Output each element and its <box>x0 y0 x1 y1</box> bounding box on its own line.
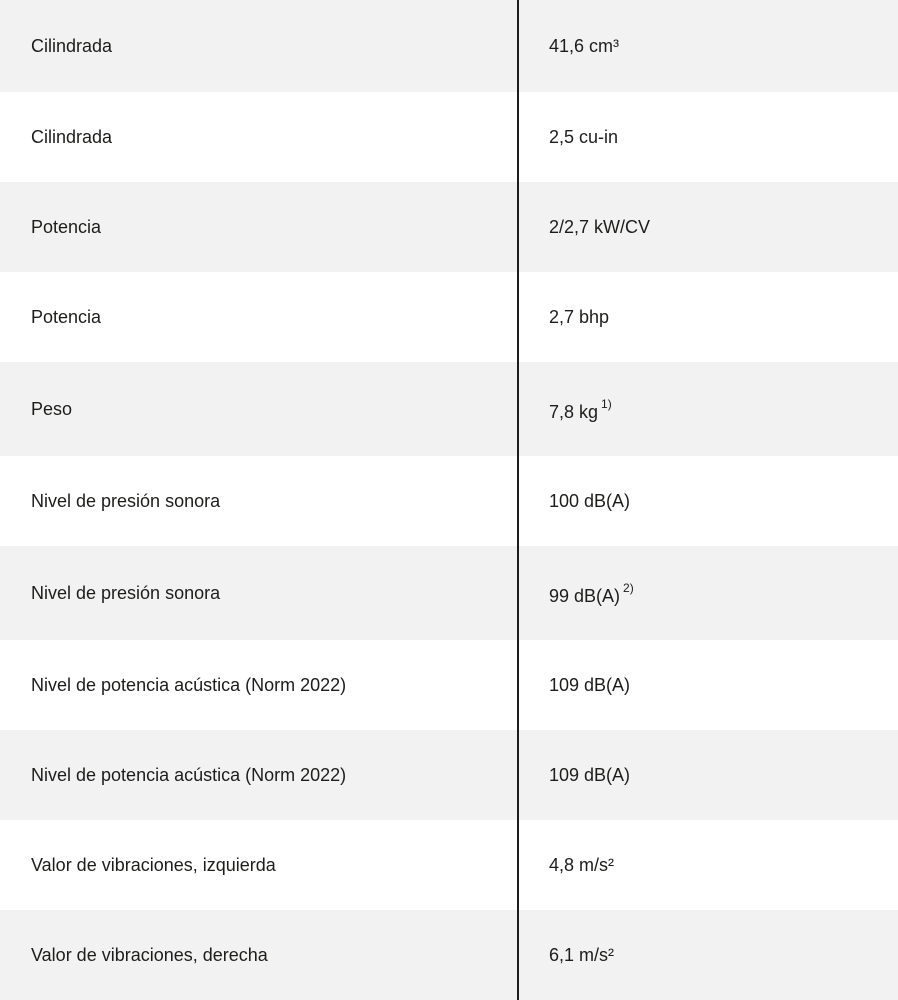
spec-label: Potencia <box>31 217 102 237</box>
spec-value-text: 99 dB(A) <box>549 585 621 606</box>
spec-value <box>518 396 612 423</box>
spec-value-text: 2,5 cu-in <box>549 127 619 147</box>
spec-value <box>518 674 630 696</box>
spec-value-text: 6,1 m/s² <box>549 945 615 965</box>
spec-value <box>518 854 614 876</box>
spec-value <box>518 35 619 57</box>
spec-label: Valor de vibraciones, izquierda <box>31 855 276 875</box>
spec-value-text: 109 dB(A) <box>549 765 631 785</box>
spec-label: Valor de vibraciones, derecha <box>31 945 268 965</box>
spec-value <box>518 306 609 328</box>
footnote-marker: 1) <box>601 396 612 411</box>
spec-label: Peso <box>31 399 73 419</box>
spec-value <box>518 764 630 786</box>
table-row <box>0 456 898 546</box>
spec-label: Nivel de potencia acústica (Norm 2022) <box>31 675 347 695</box>
spec-value-text: 2,7 bhp <box>549 307 610 327</box>
spec-label: Nivel de potencia acústica (Norm 2022) <box>31 765 347 785</box>
spec-value-text: 109 dB(A) <box>549 675 631 695</box>
table-row <box>0 92 898 182</box>
spec-label: Nivel de presión sonora <box>31 583 221 603</box>
spec-value-text: 2/2,7 kW/CV <box>549 217 651 237</box>
table-row <box>0 362 898 456</box>
spec-value <box>518 944 614 966</box>
spec-label: Cilindrada <box>31 36 113 56</box>
spec-value-text: 100 dB(A) <box>549 491 631 511</box>
table-row <box>0 0 898 92</box>
spec-value <box>518 216 650 238</box>
spec-value-text: 4,8 m/s² <box>549 855 615 875</box>
column-divider <box>517 0 519 1000</box>
spec-label: Nivel de presión sonora <box>31 491 221 511</box>
table-row <box>0 546 898 640</box>
table-row <box>0 820 898 910</box>
table-row <box>0 910 898 1000</box>
spec-value <box>518 490 630 512</box>
spec-value-text: 41,6 cm³ <box>549 36 620 56</box>
spec-value <box>518 580 634 607</box>
spec-value <box>518 126 618 148</box>
table-row <box>0 640 898 730</box>
spec-label: Cilindrada <box>31 127 113 147</box>
spec-value-text: 7,8 kg <box>549 401 599 422</box>
table-row <box>0 182 898 272</box>
table-row <box>0 272 898 362</box>
footnote-marker: 2) <box>623 580 634 595</box>
spec-label: Potencia <box>31 307 102 327</box>
table-row <box>0 730 898 820</box>
